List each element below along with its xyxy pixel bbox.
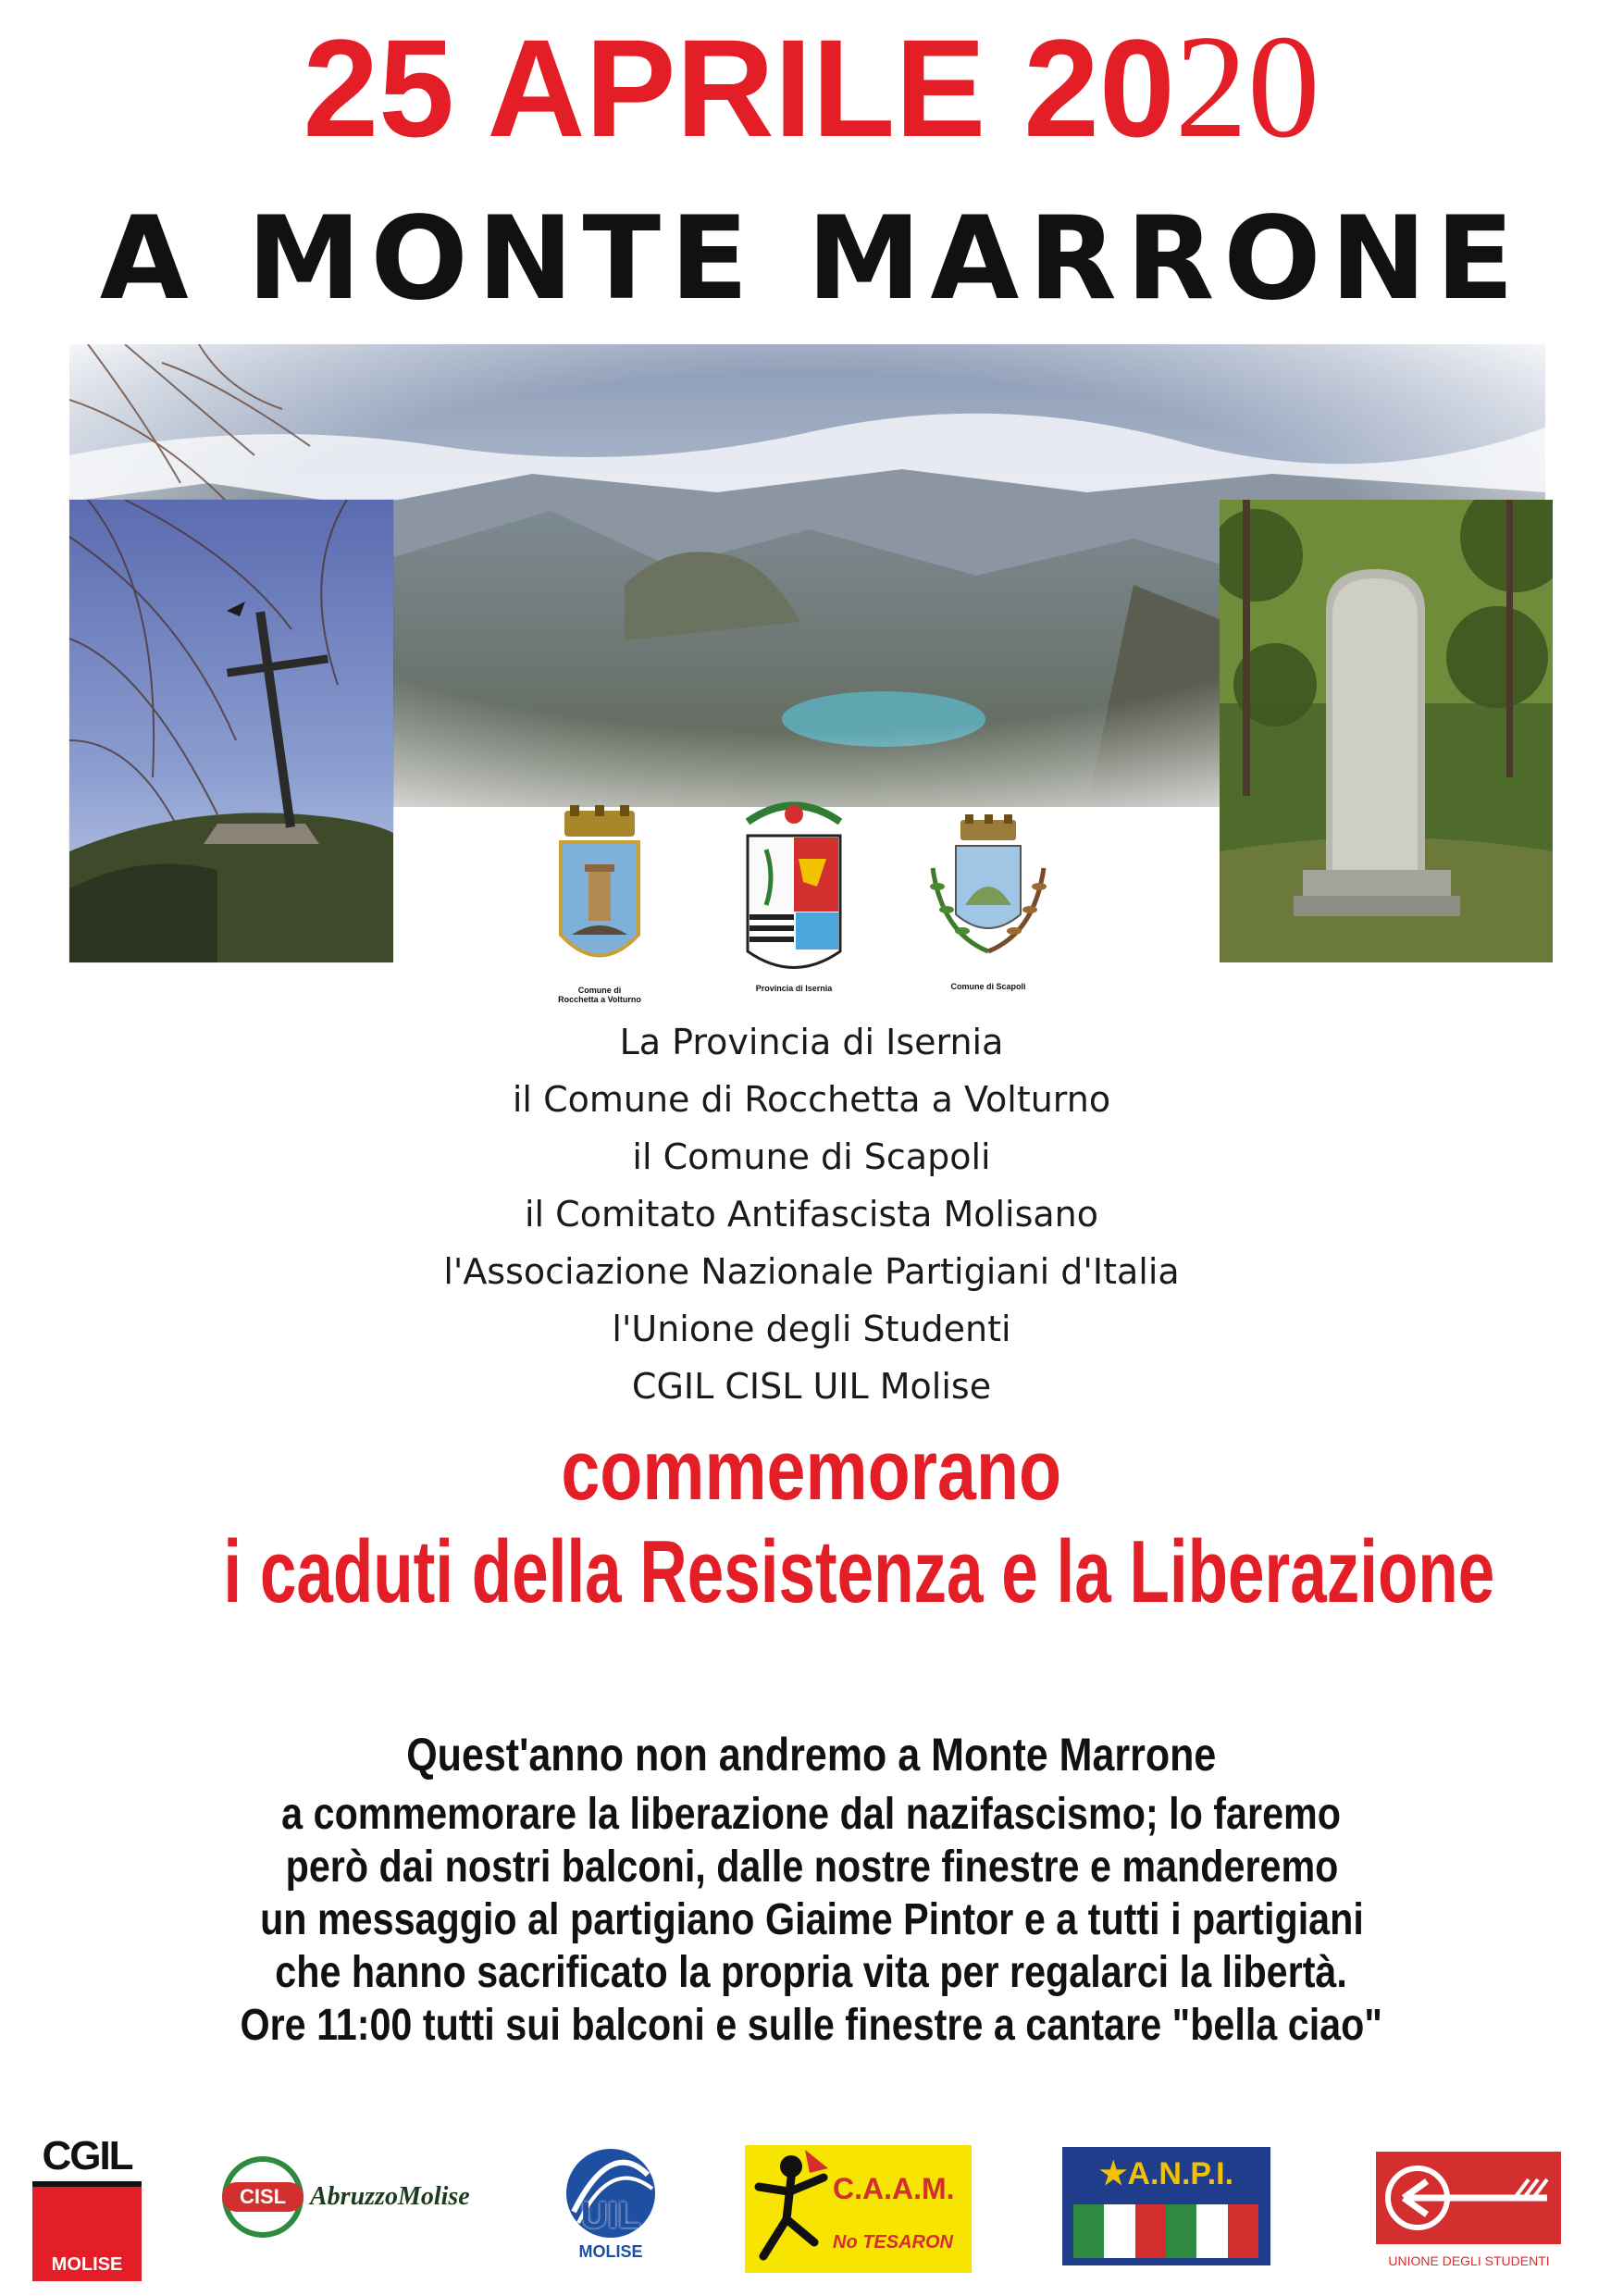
- crest-scapoli-caption: Comune di Scapoli: [950, 982, 1026, 991]
- caam-logo-text: C.A.A.M.: [833, 2172, 955, 2205]
- organizer-line: CGIL CISL UIL Molise: [631, 1366, 992, 1407]
- commemoration-heading: [0, 1421, 1623, 1624]
- anpi-logo-label: A.N.P.I.: [1127, 2156, 1234, 2191]
- uil-logo-text: UIL: [580, 2195, 641, 2236]
- organizers-list: [278, 1013, 1345, 1415]
- crest-rocchetta: [544, 805, 655, 1004]
- summit-cross-photo: [69, 500, 393, 962]
- cisl-logo: [222, 2156, 500, 2240]
- cgil-logo-region: MOLISE: [51, 2254, 123, 2275]
- anpi-logo-text: [1062, 2154, 1270, 2193]
- organizer-line: il Comitato Antifascista Molisano: [524, 1194, 1099, 1235]
- commemoration-heading-line2: i caduti della Resistenza e la Liberazione: [223, 1522, 1495, 1621]
- cgil-logo-text: CGIL: [42, 2133, 132, 2178]
- star-icon: ★: [1098, 2156, 1128, 2191]
- unione-degli-studenti-logo: [1365, 2152, 1573, 2277]
- uil-logo: [555, 2147, 666, 2272]
- cisl-logo-badge: CISL: [222, 2182, 304, 2212]
- caam-logo-sub: No TESARON: [833, 2232, 953, 2253]
- cisl-logo-text: AbruzzoMolise: [310, 2182, 470, 2211]
- crest-scapoli: [905, 813, 1072, 993]
- uil-logo-region: MOLISE: [578, 2242, 643, 2261]
- organizer-line: il Comune di Scapoli: [632, 1136, 991, 1177]
- event-date-bold: 25 APRILE 20: [303, 10, 1175, 166]
- cgil-logo: [32, 2133, 142, 2281]
- message-line: però dai nostri balconi, dalle nostre finestre e manderemo: [285, 1843, 1338, 1892]
- organizer-line: l'Unione degli Studenti: [612, 1309, 1011, 1349]
- organizer-line: il Comune di Rocchetta a Volturno: [512, 1079, 1111, 1120]
- organizer-line: La Provincia di Isernia: [619, 1022, 1004, 1062]
- memorial-stone-photo: [1220, 500, 1553, 962]
- organizer-line: l'Associazione Nazionale Partigiani d'Italia: [443, 1251, 1180, 1292]
- crest-rocchetta-caption-1: Comune di: [577, 986, 622, 995]
- provincia-isernia-coat-of-arms-icon: [725, 794, 863, 979]
- scapoli-coat-of-arms-icon: [905, 813, 1072, 977]
- anpi-logo: [1062, 2147, 1270, 2265]
- crest-provincia-caption: Provincia di Isernia: [755, 984, 833, 993]
- crest-provincia: [725, 794, 863, 993]
- crest-rocchetta-caption-2: Rocchetta a Volturno: [558, 995, 641, 1004]
- event-date-title: [17, 4, 1607, 168]
- uds-logo-text: UNIONE DEGLI STUDENTI: [1388, 2253, 1550, 2268]
- event-date-thin: 20: [1174, 4, 1320, 168]
- commemoration-heading-line1: commemorano: [561, 1423, 1062, 1518]
- message-line: a commemorare la liberazione dal nazifascismo; lo faremo: [281, 1790, 1342, 1839]
- message-line: Ore 11:00 tutti sui balconi e sulle finestre a cantare "bella ciao": [240, 2001, 1383, 2050]
- message-line: che hanno sacrificato la propria vita per regalarci la libertà.: [275, 1948, 1348, 1997]
- message-line: un messaggio al partigiano Giaime Pintor e a tutti i partigiani: [259, 1895, 1364, 1944]
- event-place-title: A MONTE MARRONE: [99, 192, 1524, 326]
- rocchetta-coat-of-arms-icon: [544, 805, 655, 981]
- message-block: [0, 1721, 1623, 2052]
- caam-logo: [745, 2145, 972, 2273]
- message-line: Quest'anno non andremo a Monte Marrone: [406, 1729, 1217, 1781]
